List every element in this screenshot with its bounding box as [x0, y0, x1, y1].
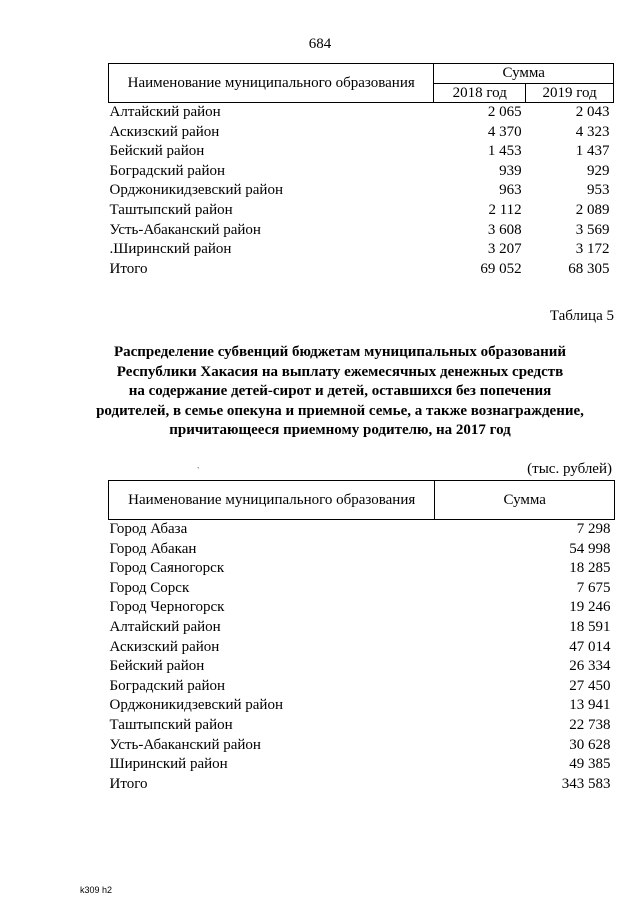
row-name: Город Черногорск	[109, 599, 225, 616]
table-row	[109, 540, 615, 560]
row-name: Бейский район	[109, 143, 205, 160]
heading-line: Распределение субвенций бюджетам муниципальных образований	[113, 344, 567, 360]
row-value: 54 998	[569, 540, 611, 557]
value-2018: 1 453	[487, 143, 522, 160]
row-value: 13 941	[569, 697, 611, 714]
total-2018: 69 052	[480, 260, 522, 277]
table-row	[109, 221, 614, 241]
table-row	[109, 598, 615, 618]
row-value: 7 298	[576, 521, 611, 537]
table-row	[109, 618, 615, 638]
total-value: 343 583	[561, 775, 611, 792]
row-value: 27 450	[569, 677, 611, 694]
value-2019: 2 089	[575, 201, 610, 218]
row-name: Боградский район	[109, 162, 226, 179]
row-value: 22 738	[569, 716, 611, 733]
header-name: Наименование муниципального образования	[109, 481, 435, 520]
row-name: Ширинский район	[109, 756, 228, 773]
row-name: Усть-Абаканский район	[109, 221, 261, 238]
table-row	[109, 638, 615, 658]
value-2019: 2 043	[575, 104, 610, 120]
row-name: Город Абаза	[109, 521, 188, 537]
allocation-table-2018-2019	[108, 63, 614, 279]
row-value: 49 385	[569, 756, 611, 773]
value-2018: 3 608	[487, 221, 522, 238]
table-row	[109, 677, 615, 697]
value-2019: 3 172	[575, 241, 610, 258]
value-2019: 953	[587, 182, 610, 199]
heading-line: на содержание детей-сирот и детей, оставшихся без попечения	[128, 383, 552, 399]
row-name: Усть-Абаканский район	[109, 736, 261, 753]
row-name: Орджоникидзевский район	[109, 697, 283, 714]
footer-code: k309 h2	[80, 885, 113, 895]
total-row	[109, 775, 615, 795]
row-name: Аскизский район	[109, 638, 220, 655]
heading-line: Республики Хакасия на выплату ежемесячных денежных средств	[116, 363, 564, 380]
table2-body	[109, 520, 615, 795]
value-2019: 4 323	[575, 123, 610, 140]
row-name: Таштыпский район	[109, 201, 233, 218]
row-value: 47 014	[569, 638, 611, 655]
header-sum: Сумма	[434, 64, 614, 84]
table-row	[109, 755, 615, 775]
value-2018: 2 065	[487, 104, 522, 120]
value-2019: 929	[587, 162, 610, 179]
value-2018: 3 207	[487, 241, 522, 258]
table-row	[109, 240, 614, 260]
table-heading	[60, 343, 620, 441]
table-row	[109, 103, 614, 123]
total-label: Итого	[109, 260, 148, 277]
table-label: Таблица 5	[549, 308, 614, 324]
total-label: Итого	[109, 775, 148, 792]
row-value: 7 675	[576, 579, 611, 596]
header-2018: 2018 год	[434, 83, 526, 103]
table-row	[109, 716, 615, 736]
value-2018: 963	[499, 182, 522, 199]
table-row	[109, 736, 615, 756]
table-row	[109, 142, 614, 162]
row-value: 26 334	[569, 658, 611, 675]
heading-line: родителей, в семье опекуна и приемной семье, а также вознаграждение,	[96, 402, 584, 419]
table-row	[109, 520, 615, 540]
total-row	[109, 260, 614, 280]
table-row	[109, 559, 615, 579]
row-name: Город Сорск	[109, 579, 190, 596]
table-row	[109, 201, 614, 221]
value-2018: 2 112	[488, 201, 522, 218]
row-name: Город Абакан	[109, 540, 197, 557]
row-name: Боградский район	[109, 677, 226, 694]
value-2018: 4 370	[487, 123, 522, 140]
table-row	[109, 696, 615, 716]
total-2019: 68 305	[568, 260, 610, 277]
heading-line: причитающееся приемному родителю, на 2017 год	[169, 422, 511, 438]
row-value: 18 591	[569, 618, 611, 635]
table-row	[109, 657, 615, 677]
table-row	[109, 579, 615, 599]
header-name: Наименование муниципального образования	[109, 64, 434, 103]
value-2018: 939	[499, 162, 522, 179]
row-name: Алтайский район	[109, 618, 221, 635]
allocation-table-2017	[108, 480, 615, 794]
value-2019: 3 569	[575, 221, 610, 238]
header-sum: Сумма	[435, 481, 615, 520]
row-value: 18 285	[569, 560, 611, 577]
units-label: (тыс. рублей)	[527, 461, 612, 477]
scan-mark: ˋ	[197, 466, 200, 475]
value-2019: 1 437	[575, 143, 610, 160]
row-name: Город Саяногорск	[109, 560, 225, 577]
row-name: Аскизский район	[109, 123, 220, 140]
row-name: Бейский район	[109, 658, 205, 675]
page-number: 684	[308, 36, 332, 52]
header-2019: 2019 год	[526, 83, 614, 103]
table1-body	[109, 103, 614, 280]
table-row	[109, 123, 614, 143]
row-name: Орджоникидзевский район	[109, 182, 283, 199]
table-row	[109, 181, 614, 201]
row-value: 30 628	[569, 736, 611, 753]
row-name: Алтайский район	[109, 104, 221, 120]
row-name: Таштыпский район	[109, 716, 233, 733]
table-row	[109, 162, 614, 182]
row-value: 19 246	[569, 599, 611, 616]
row-name: .Ширинский район	[109, 241, 232, 258]
